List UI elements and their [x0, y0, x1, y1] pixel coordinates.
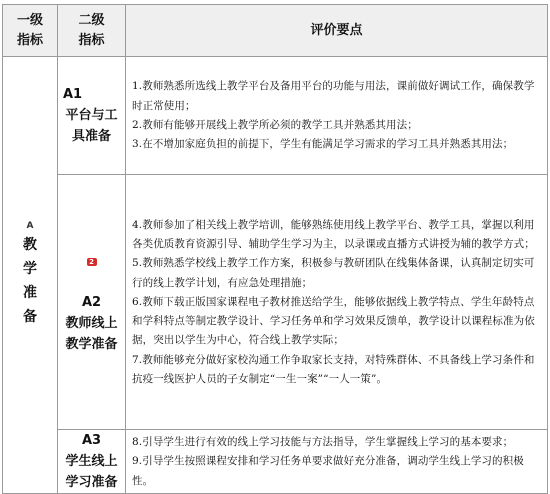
subcategory-code: A2 — [81, 294, 102, 310]
subcategory-name: 教师线上教学准备 — [65, 315, 118, 352]
table-row — [3, 57, 548, 175]
header-criteria — [126, 5, 548, 57]
subcategory-code: A1 — [63, 87, 83, 102]
criteria-item: 8.引导学生进行有效的线上学习技能与方法指导，学生掌握线上学习的基本要求； — [132, 436, 514, 449]
subcategory-cell — [58, 175, 126, 430]
header-level2-text: 二级指标 — [78, 12, 105, 48]
criteria-cell — [126, 430, 548, 494]
header-level1-text: 一级指标 — [16, 12, 43, 48]
criteria-item: 5.教师熟悉学校线上教学工作方案，积极参与教研团队在线集体备课，认真制定切实可行的线上教学计划，有应急处理措施； — [132, 257, 535, 289]
header-level1 — [3, 5, 58, 57]
criteria-item: 9.引导学生按照课程安排和学习任务单要求做好充分准备，调动学生线上学习的积极性。 — [132, 455, 524, 487]
annotation-badge: 2 — [87, 258, 97, 266]
header-level2 — [58, 5, 126, 57]
subcategory-cell — [58, 430, 126, 494]
category-label: 教学准备 — [23, 237, 37, 325]
criteria-item: 1.教师熟悉所选线上教学平台及备用平台的功能与用法，课前做好调试工作，确保教学时正常使用； — [132, 80, 535, 112]
evaluation-table — [2, 4, 548, 494]
criteria-item: 2.教师有能够开展线上教学所必须的教学工具并熟悉其用法； — [132, 119, 418, 131]
criteria-item: 4.教师参加了相关线上教学培训，能够熟练使用线上教学平台、教学工具，掌握以利用各类优质教育资源引导、辅助学生学习为主，以录课或直播方式讲授为辅的教学方式； — [132, 218, 535, 250]
category-marker: A — [26, 221, 34, 231]
criteria-cell — [126, 175, 548, 430]
criteria-cell — [126, 57, 548, 175]
table-row — [3, 430, 548, 494]
header-criteria-text: 评价要点 — [310, 22, 363, 38]
subcategory-name: 平台与工具准备 — [65, 108, 118, 144]
criteria-item: 3.在不增加家庭负担的前提下，学生有能满足学习需求的学习工具并熟悉其用法； — [132, 138, 514, 151]
criteria-item: 7.教师能够充分做好家校沟通工作争取家长支持，对特殊群体、不具备线上学习条件和抗疫一线医护人员的子女制定“一生一案”“一人一策”。 — [132, 353, 535, 386]
subcategory-code: A3 — [81, 433, 102, 448]
table-row — [3, 175, 548, 430]
table-header-row — [3, 5, 548, 57]
category-cell — [3, 57, 58, 494]
subcategory-cell — [58, 57, 126, 175]
subcategory-name: 学生线上学习准备 — [65, 454, 118, 490]
criteria-item: 6.教师下载正版国家课程电子教材推送给学生，能够依据线上教学特点、学生年龄特点和学科特点等制定教学设计、学习任务单和学习效果反馈单，教学设计以课程标准为依据，突出以学生为中心，符合线上教学实际； — [132, 295, 535, 347]
